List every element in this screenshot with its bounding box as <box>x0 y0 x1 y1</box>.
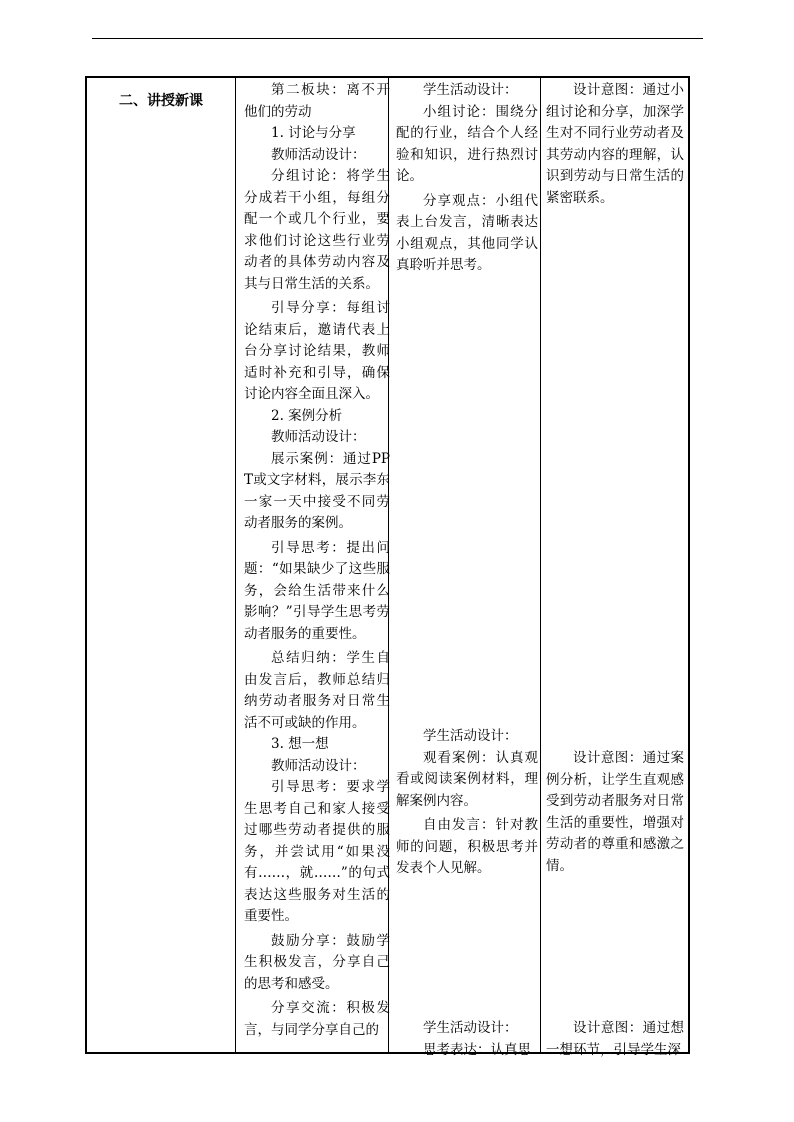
teacher-paragraph: 引导思考：提出问题：“如果缺少了这些服务，会给生活带来什么影响？”引导学生思考劳动者服务的重要性。 <box>244 539 390 642</box>
design-block <box>546 748 684 877</box>
header-rule <box>92 38 703 39</box>
teacher-paragraph: 展示案例：通过PPT或文字材料，展示李东一家一天中接受不同劳动者服务的案例。 <box>244 450 390 531</box>
teacher-paragraph: 引导思考：要求学生思考自己和家人接受过哪些劳动者提供的服务，并尝试用“如果没有……，就……”的句式表达这些服务对生活的重要性。 <box>244 779 390 924</box>
teacher-paragraph: 1. 讨论与分享 <box>271 125 356 141</box>
teacher-paragraph: 分组讨论：将学生分成若干小组，每组分配一个或几个行业，要求他们讨论这些行业劳动者的具体劳动内容及其与日常生活的关系。 <box>244 168 390 292</box>
student-paragraph: 学生活动设计： <box>423 728 518 744</box>
column-divider <box>235 78 236 1052</box>
student-paragraph: 观看案例：认真观看或阅读案例材料，理解案例内容。 <box>396 749 538 809</box>
teacher-paragraph: 3. 想一想 <box>271 736 329 752</box>
column-divider <box>540 78 541 1052</box>
student-paragraph: 小组讨论：围绕分配的行业，结合个人经验和知识，进行热烈讨论。 <box>396 103 538 184</box>
student-paragraph: 分享观点：小组代表上台发言，清晰表达小组观点，其他同学认真聆听并思考。 <box>396 192 538 273</box>
design-paragraph: 设计意图：通过案例分析，让学生直观感受到劳动者服务对日常生活的重要性，增强对劳动者的尊重和感激之情。 <box>546 750 684 874</box>
student-paragraph: 思考表达：认真思 <box>423 1041 531 1058</box>
teacher-paragraph: 引导分享：每组讨论结束后，邀请代表上台分享讨论结果，教师适时补充和引导，确保讨论内容全面且深入。 <box>244 300 390 402</box>
teacher-paragraph: 鼓励分享：鼓励学生积极发言，分享自己的思考和感受。 <box>244 932 390 992</box>
design-paragraph: 设计意图：通过想一想环节，引导学生深 <box>546 1020 684 1058</box>
student-block <box>396 1018 538 1061</box>
design-block <box>546 80 684 209</box>
design-intent-column <box>546 80 684 1058</box>
teacher-paragraph: 教师活动设计： <box>271 146 366 163</box>
student-block <box>396 80 538 277</box>
teacher-paragraph: 教师活动设计： <box>271 757 366 774</box>
section-title: 二、讲授新课 <box>119 93 203 109</box>
teacher-paragraph: 2. 案例分析 <box>271 407 343 424</box>
student-block <box>396 726 538 880</box>
design-block <box>546 1018 684 1061</box>
student-activity-column <box>396 80 538 1058</box>
teacher-activity-column <box>244 80 390 1041</box>
design-paragraph: 设计意图：通过小组讨论和分享，加深学生对不同行业劳动者及其劳动内容的理解，认识到劳动与日常生活的紧密联系。 <box>546 82 684 206</box>
teacher-paragraph: 第二板块：离不开他们的劳动 <box>244 82 390 120</box>
teacher-paragraph: 教师活动设计： <box>271 429 366 445</box>
student-paragraph: 学生活动设计： <box>423 1020 518 1036</box>
lesson-plan-table <box>85 76 690 1058</box>
student-paragraph: 自由发言：针对教师的问题，积极思考并发表个人见解。 <box>396 817 538 876</box>
student-paragraph: 学生活动设计： <box>423 82 518 98</box>
teacher-paragraph: 分享交流：积极发言，与同学分享自己的 <box>244 1000 390 1038</box>
teacher-paragraph: 总结归纳：学生自由发言后，教师总结归纳劳动者服务对日常生活不可或缺的作用。 <box>244 650 390 731</box>
